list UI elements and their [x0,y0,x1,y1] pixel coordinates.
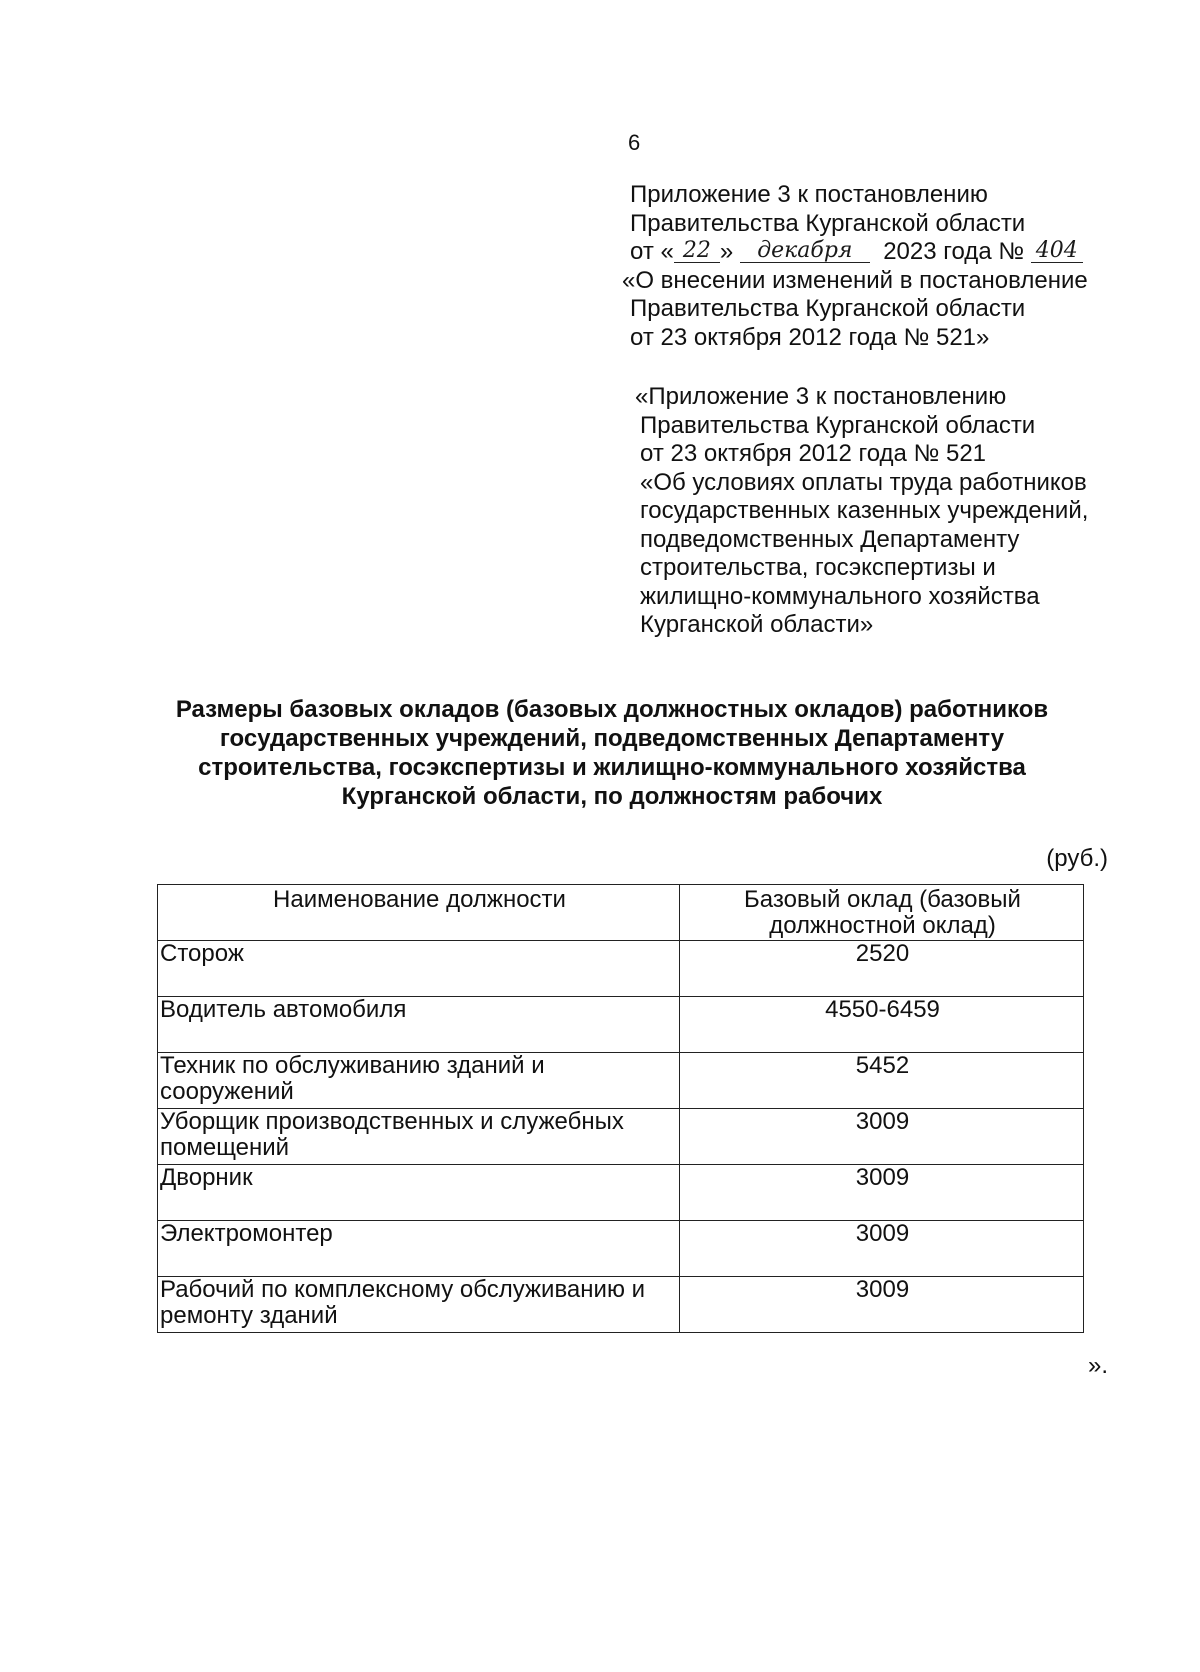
header-salary: Базовый оклад (базовый должностной оклад) [680,885,1084,941]
appendix-original-header [635,383,1089,640]
document-title [150,695,1074,811]
salary-cell: 2520 [680,941,1084,997]
position-cell: Уборщик производственных и служебных помещений [158,1109,680,1165]
appendix-line: Правительства Курганской области [630,295,1026,322]
appendix-line: Курганской области» [640,611,874,638]
table-row [158,1165,1084,1221]
salary-cell: 3009 [680,1221,1084,1277]
position-cell: Сторож [158,941,680,997]
table-row [158,1109,1084,1165]
handwritten-number-field [1031,238,1083,263]
appendix-line: Приложение 3 к постановлению [630,181,988,208]
appendix-line: Правительства Курганской области [630,209,1026,237]
appendix-line: «О внесении изменений в постановление [622,266,1088,294]
table-row [158,1277,1084,1333]
title-line: Курганской области, по должностям рабочих [341,783,883,810]
closing-quote-mark: ». [1087,1352,1108,1379]
appendix-line: Правительства Курганской области [640,411,1036,439]
salary-cell: 3009 [680,1165,1084,1221]
handwritten-day-field [674,238,720,263]
table-row [158,941,1084,997]
appendix-line: подведомственных Департаменту [640,525,1020,553]
position-cell: Дворник [158,1165,680,1221]
appendix-date-line [630,238,1088,267]
date-prefix: от « [630,238,674,265]
appendix-line: строительства, госэкспертизы и [640,554,996,581]
handwritten-month: декабря [757,238,853,263]
salary-cell: 5452 [680,1053,1084,1109]
position-cell: Водитель автомобиля [158,997,680,1053]
salary-cell: 3009 [680,1277,1084,1333]
title-line: строительства, госэкспертизы и жилищно-коммунального хозяйства [198,754,1026,781]
appendix-line: «Об условиях оплаты труда работников [640,468,1087,496]
salary-cell: 3009 [680,1109,1084,1165]
title-line: государственных учреждений, подведомственных Департаменту [219,725,1005,752]
appendix-line: жилищно-коммунального хозяйства [640,582,1040,610]
table-row [158,997,1084,1053]
position-cell: Техник по обслуживанию зданий и сооружений [158,1053,680,1109]
day-close-quote: » [719,238,734,265]
unit-label: (руб.) [1046,845,1108,872]
appendix-line: от 23 октября 2012 года № 521 [640,440,987,467]
salary-cell: 4550-6459 [680,997,1084,1053]
salary-table [157,884,1084,1333]
page-number: 6 [628,130,641,155]
title-line: Размеры базовых окладов (базовых должностных окладов) работников [175,696,1049,723]
year-text: 2023 года № [883,238,1025,265]
table-row [158,1053,1084,1109]
handwritten-day: 22 [682,238,711,263]
appendix-line: «Приложение 3 к постановлению [635,383,1007,410]
header-position: Наименование должности [158,885,680,941]
appendix-amendment-header [622,181,1088,352]
table-row [158,1221,1084,1277]
appendix-line: государственных казенных учреждений, [640,497,1089,524]
table-header-row [158,885,1084,941]
position-cell: Рабочий по комплексному обслуживанию и ремонту зданий [158,1277,680,1333]
handwritten-number: 404 [1035,238,1078,263]
handwritten-month-field [740,238,870,263]
appendix-line: от 23 октября 2012 года № 521» [630,323,990,351]
position-cell: Электромонтер [158,1221,680,1277]
